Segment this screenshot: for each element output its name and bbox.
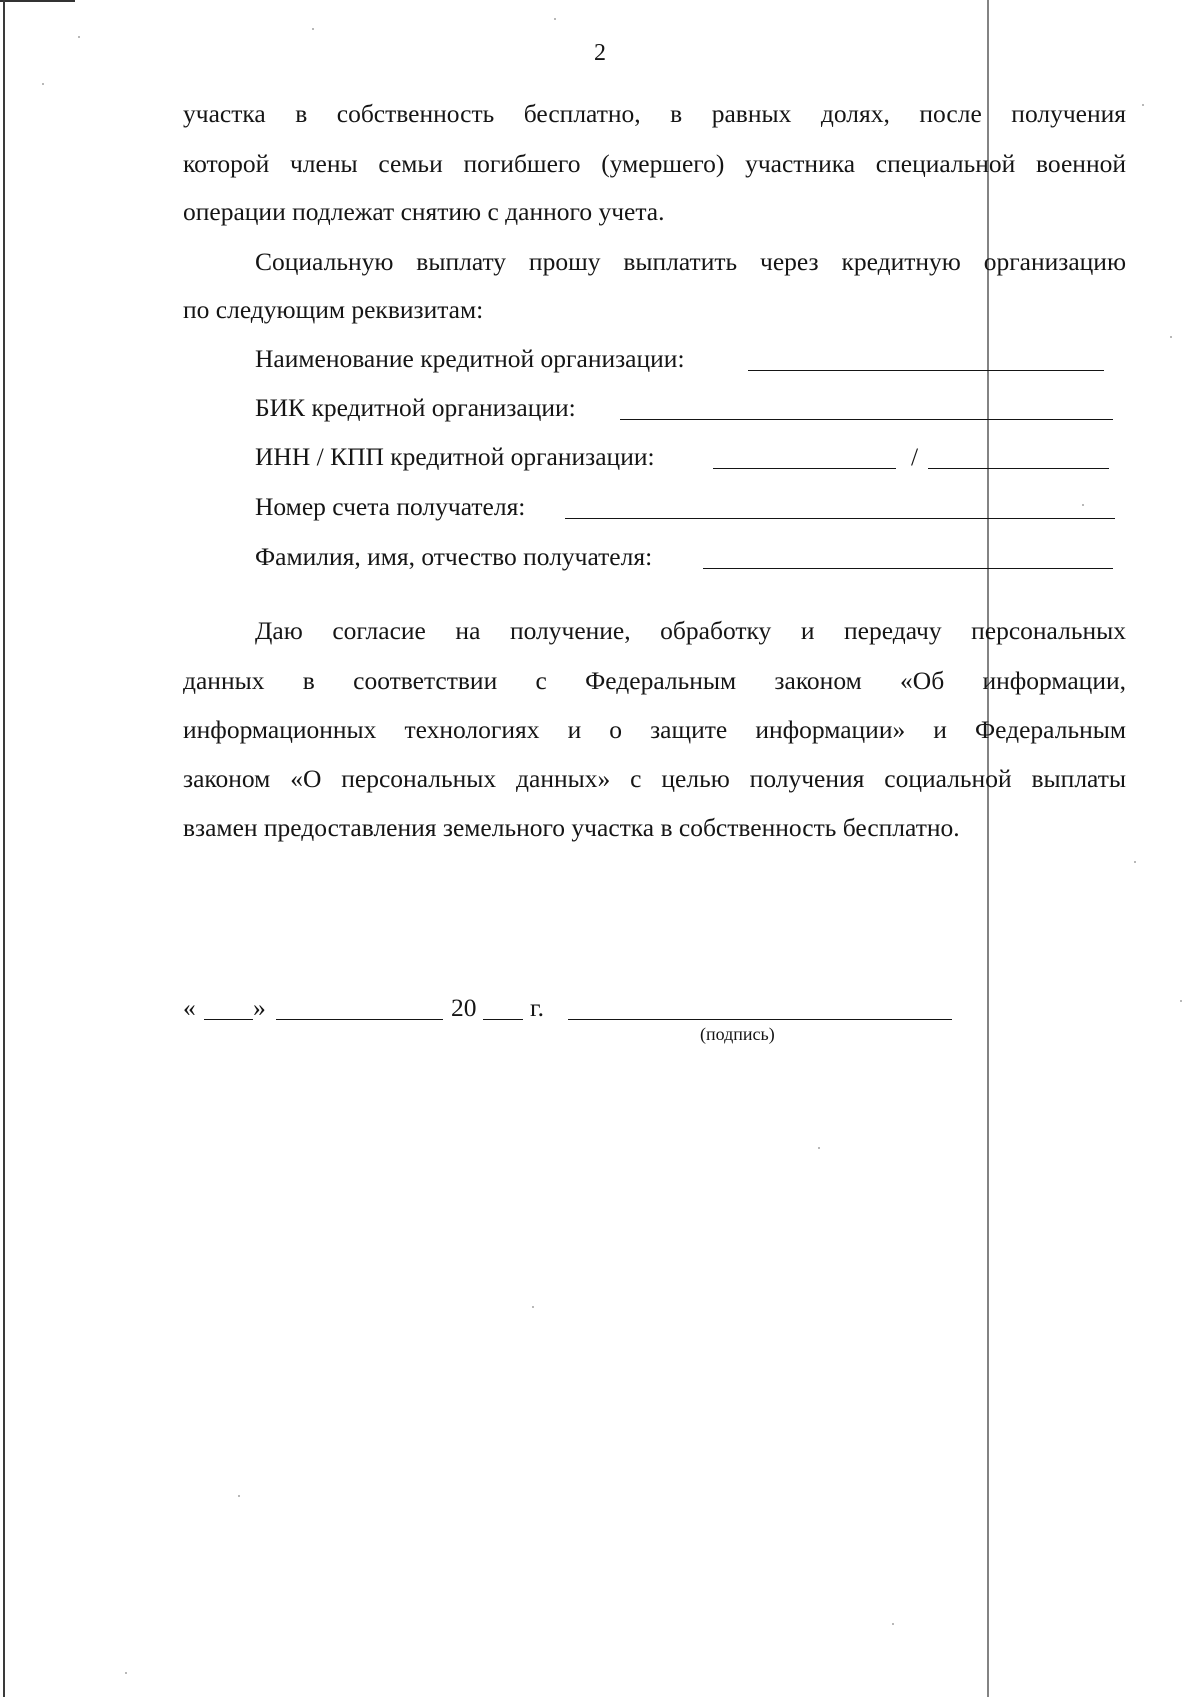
recipient-label: Фамилия, имя, отчество получателя: [255,542,653,571]
year-suffix: г. [530,993,544,1022]
scan-speck [818,1147,820,1149]
date-close-quote: » [253,993,266,1022]
month-field[interactable] [276,1019,443,1020]
scan-speck [532,1306,534,1308]
scan-speck [125,1672,127,1674]
account-label: Номер счета получателя: [255,492,526,521]
paragraph2-line-2: по следующим реквизитам: [183,295,484,324]
scan-speck [42,83,44,85]
consent-line-5: взамен предоставления земельного участка в собственность бесплатно. [183,813,960,842]
consent-line-3: информационных технологиях и о защите информации» и Федеральным [183,715,1126,744]
date-open-quote: « [183,993,196,1022]
account-field[interactable] [565,518,1115,519]
signature-caption: (подпись) [700,1024,775,1044]
consent-line-2: данных в соответствии с Федеральным законом «Об информации, [183,666,1126,695]
scan-speck [1180,1000,1182,1002]
scan-speck [554,18,556,20]
recipient-field[interactable] [703,568,1113,569]
day-field[interactable] [204,1019,253,1020]
scan-speck [1082,504,1084,506]
bank-name-field[interactable] [748,370,1104,371]
scan-speck [78,36,80,38]
scan-speck [1134,861,1136,863]
scan-speck [892,1623,894,1625]
paragraph1-line-2: которой члены семьи погибшего (умершего) участника специальной военной [183,149,1126,178]
paragraph2-line-1: Социальную выплату прошу выплатить через кредитную организацию [255,247,1126,276]
bank-name-label: Наименование кредитной организации: [255,344,685,373]
scan-left-edge [3,0,5,1697]
paragraph1-line-3: операции подлежат снятию с данного учета. [183,197,665,226]
scan-speck [1142,104,1144,106]
kpp-field[interactable] [928,468,1109,469]
consent-line-4: законом «О персональных данных» с целью получения социальной выплаты [183,764,1126,793]
signature-field[interactable] [568,1019,952,1020]
scan-top-mark [0,0,75,2]
year-field[interactable] [483,1019,523,1020]
scan-speck [312,28,314,30]
scan-speck [238,1495,240,1497]
scan-speck [1170,336,1172,338]
inn-kpp-separator: / [911,442,919,471]
bik-field[interactable] [620,419,1113,420]
year-prefix: 20 [451,993,477,1022]
inn-kpp-label: ИНН / КПП кредитной организации: [255,442,655,471]
inn-field[interactable] [713,468,896,469]
bik-label: БИК кредитной организации: [255,393,576,422]
page-number: 2 [594,40,606,66]
paragraph1-line-1: участка в собственность бесплатно, в равных долях, после получения [183,99,1126,128]
consent-line-1: Даю согласие на получение, обработку и передачу персональных [255,616,1126,645]
